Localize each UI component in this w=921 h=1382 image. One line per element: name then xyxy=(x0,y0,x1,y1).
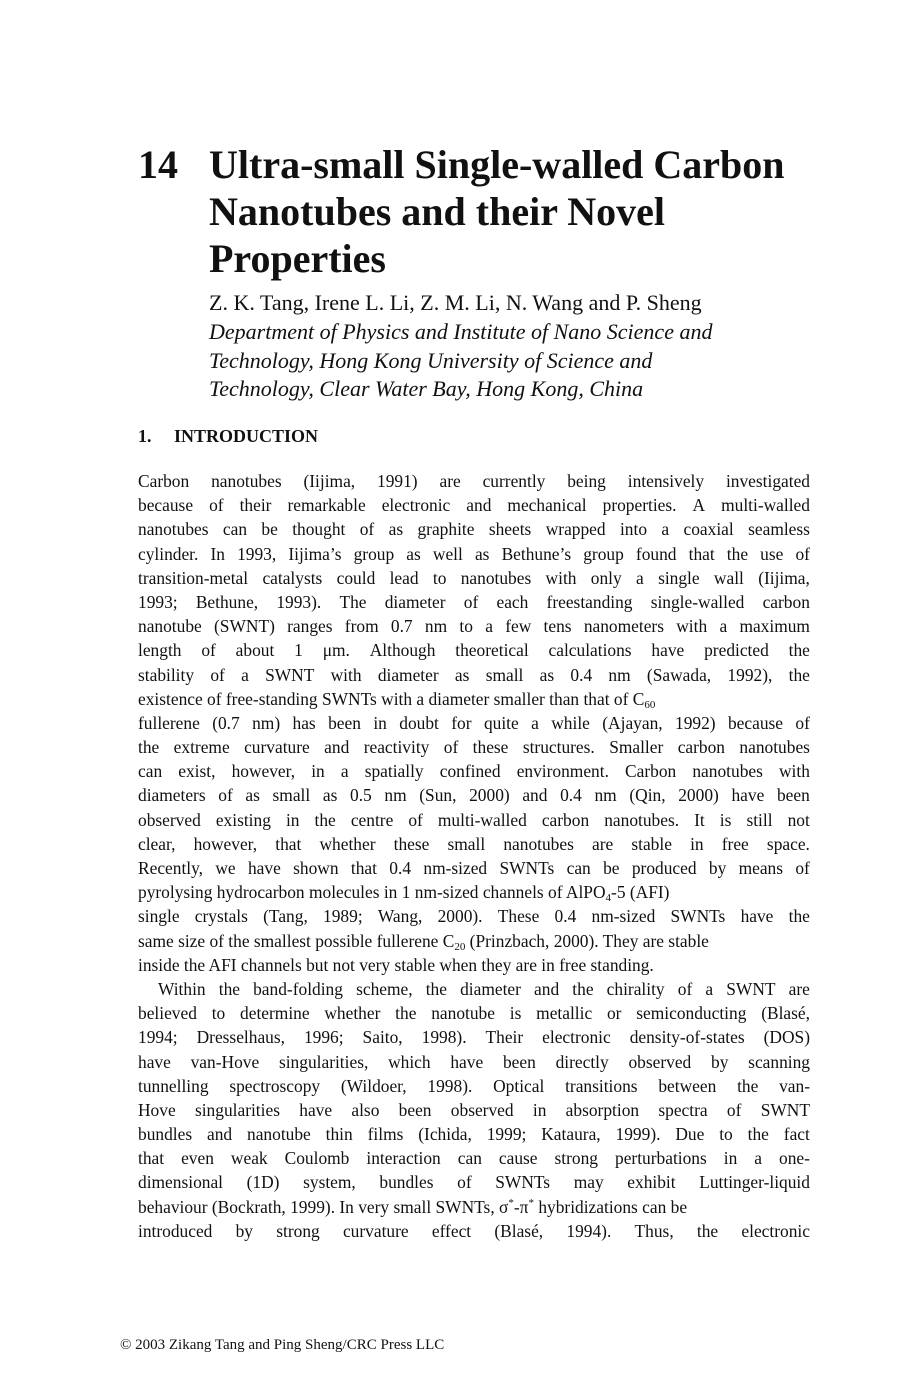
body-line: introduced by strong curvature effect (Blasé, 1994). Thus, the electronic xyxy=(138,1220,810,1241)
superscript-star: * xyxy=(528,1196,534,1209)
body-line-mid: -π xyxy=(513,1196,529,1217)
body-line: the extreme curvature and reactivity of these structures. Smaller carbon nanotubes xyxy=(138,737,810,758)
body-line: believed to determine whether the nanotube is metallic or semiconducting (Blasé, xyxy=(138,1003,810,1024)
body-line: Hove singularities have also been observed in absorption spectra of SWNT xyxy=(138,1099,810,1120)
body-line: Within the band-folding scheme, the diameter and the chirality of a SWNT are xyxy=(158,978,810,999)
body-line-tail: (Prinzbach, 2000). They are stable xyxy=(465,930,709,951)
body-line-text: behaviour (Bockrath, 1999). In very small SWNTs, σ xyxy=(138,1196,509,1217)
section-title: INTRODUCTION xyxy=(174,426,319,446)
body-line: length of about 1 μm. Although theoretical calculations have predicted the xyxy=(138,640,810,661)
body-line: inside the AFI channels but not very stable when they are in free standing. xyxy=(138,954,654,975)
body-line xyxy=(138,1195,810,1219)
chapter-title-line: Properties xyxy=(209,236,386,281)
affiliation-line: Technology, Clear Water Bay, Hong Kong, China xyxy=(209,376,644,401)
subscript-4: 4 xyxy=(605,892,612,905)
copyright-footer: © 2003 Zikang Tang and Ping Sheng/CRC Press LLC xyxy=(120,1337,445,1353)
author-list: Z. K. Tang, Irene L. Li, Z. M. Li, N. Wang and P. Sheng xyxy=(209,290,702,315)
body-line: stability of a SWNT with diameter as small as 0.4 nm (Sawada, 1992), the xyxy=(138,664,810,685)
section-heading xyxy=(138,424,318,448)
body-line: tunnelling spectroscopy (Wildoer, 1998). Optical transitions between the van- xyxy=(138,1075,810,1096)
body-line: fullerene (0.7 nm) has been in doubt for quite a while (Ajayan, 1992) because of xyxy=(138,712,810,733)
body-line: can exist, however, in a spatially confined environment. Carbon nanotubes with xyxy=(138,761,810,782)
body-line: transition-metal catalysts could lead to nanotubes with only a single wall (Iijima, xyxy=(138,567,810,588)
subscript-60: 60 xyxy=(644,698,656,711)
body-line: dimensional (1D) system, bundles of SWNTs may exhibit Luttinger-liquid xyxy=(138,1172,810,1193)
chapter-number: 14 xyxy=(138,142,178,187)
chapter-title xyxy=(209,141,849,282)
body-line-text: same size of the smallest possible fullerene C xyxy=(138,930,455,951)
body-text xyxy=(138,469,810,1243)
affiliation-line: Department of Physics and Institute of Nano Science and xyxy=(209,319,713,344)
body-line xyxy=(138,687,810,711)
body-line: bundles and nanotube thin films (Ichida, 1999; Kataura, 1999). Due to the fact xyxy=(138,1124,810,1145)
body-line: observed existing in the centre of multi-walled carbon nanotubes. It is still not xyxy=(138,809,810,830)
body-line: that even weak Coulomb interaction can cause strong perturbations in a one- xyxy=(138,1148,810,1169)
body-line: nanotubes can be thought of as graphite sheets wrapped into a coaxial seamless xyxy=(138,519,810,540)
body-line xyxy=(138,880,810,904)
affiliation xyxy=(209,318,712,404)
chapter-title-line: Nanotubes and their Novel xyxy=(209,189,665,234)
body-line: Carbon nanotubes (Iijima, 1991) are currently being intensively investigated xyxy=(138,471,810,491)
body-line: clear, however, that whether these small nanotubes are stable in free space. xyxy=(138,833,810,854)
chapter-title-line: Ultra-small Single-walled Carbon xyxy=(209,142,785,187)
body-line-text: pyrolysing hydrocarbon molecules in 1 nm-sized channels of AlPO xyxy=(138,882,606,903)
body-line-tail: hybridizations can be xyxy=(533,1196,688,1217)
body-line: 1993; Bethune, 1993). The diameter of each freestanding single-walled carbon xyxy=(138,591,810,612)
body-line: 1994; Dresselhaus, 1996; Saito, 1998). Their electronic density-of-states (DOS) xyxy=(138,1027,810,1048)
affiliation-line: Technology, Hong Kong University of Science and xyxy=(209,347,653,373)
body-line-text: existence of free-standing SWNTs with a diameter smaller than that of C xyxy=(138,688,645,709)
body-line: Recently, we have shown that 0.4 nm-sized SWNTs can be produced by means of xyxy=(138,858,810,878)
body-line: have van-Hove singularities, which have been directly observed by scanning xyxy=(138,1051,810,1072)
body-line: diameters of as small as 0.5 nm (Sun, 2000) and 0.4 nm (Qin, 2000) have been xyxy=(138,785,810,806)
body-line: because of their remarkable electronic and mechanical properties. A multi-walled xyxy=(138,495,810,516)
body-line: nanotube (SWNT) ranges from 0.7 nm to a few tens nanometers with a maximum xyxy=(138,616,810,637)
section-number: 1. xyxy=(138,426,152,446)
body-line xyxy=(138,929,810,953)
subscript-20: 20 xyxy=(454,940,466,953)
superscript-star: * xyxy=(508,1196,514,1209)
body-line-tail: -5 (AFI) xyxy=(611,882,670,903)
body-line: single crystals (Tang, 1989; Wang, 2000). These 0.4 nm-sized SWNTs have the xyxy=(138,906,810,927)
body-line: cylinder. In 1993, Iijima’s group as well as Bethune’s group found that the use of xyxy=(138,543,810,564)
